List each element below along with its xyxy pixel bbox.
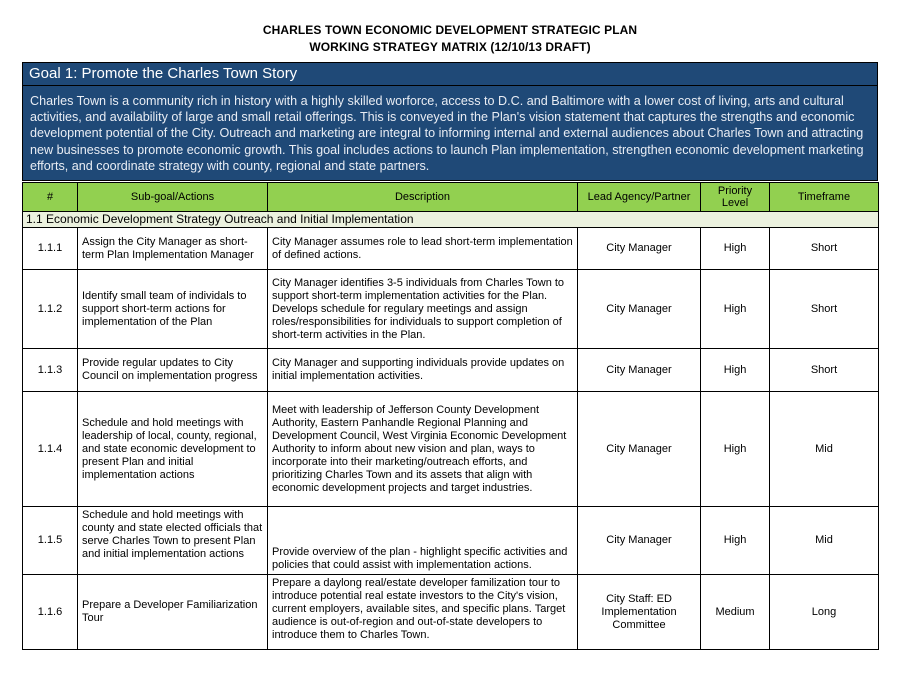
table-header-row xyxy=(23,183,879,212)
document-title-line1: CHARLES TOWN ECONOMIC DEVELOPMENT STRATEGIC PLAN xyxy=(262,23,638,37)
description-cell: City Manager and supporting individuals provide updates on initial implementation activities. xyxy=(268,349,578,392)
row-id-cell: 1.1.4 xyxy=(23,392,78,507)
lead-agency-cell: City Manager xyxy=(578,349,701,392)
timeframe-cell: Short xyxy=(770,270,879,349)
column-header-lead-agency: Lead Agency/Partner xyxy=(578,183,701,212)
timeframe-cell: Mid xyxy=(770,392,879,507)
row-id-cell: 1.1.3 xyxy=(23,349,78,392)
subgoal-cell: Prepare a Developer Familiarization Tour xyxy=(78,575,268,650)
goal-description: Charles Town is a community rich in history with a highly skilled worforce, access to D.C. and Baltimore with a lower cost of living, arts and cultural activities, and availability of large and small retail offerings. This is conveyed in the Plan's vision statement that captures the strengths and economic development potential of the City. Outreach and marketing are integral to informing internal and external audiences about Charles Town and attracting new businesses to promote economic growth. This goal includes actions to launch Plan implementation, strengthen economic development marketing efforts, and coordinate strategy with county, regional and state partners. xyxy=(22,85,878,181)
priority-cell: High xyxy=(701,507,770,575)
subgoal-cell: Identify small team of individals to support short-term actions for implementation of the Plan xyxy=(78,270,268,349)
priority-cell: High xyxy=(701,392,770,507)
subgoal-cell: Provide regular updates to City Council on implementation progress xyxy=(78,349,268,392)
priority-cell: High xyxy=(701,349,770,392)
table-row xyxy=(23,507,879,575)
timeframe-cell: Short xyxy=(770,349,879,392)
subgoal-cell: Assign the City Manager as short-term Plan Implementation Manager xyxy=(78,228,268,270)
column-header-subgoal: Sub-goal/Actions xyxy=(78,183,268,212)
section-row xyxy=(23,212,879,228)
lead-agency-cell: City Manager xyxy=(578,392,701,507)
column-header-priority: Priority Level xyxy=(701,183,770,212)
document-title-line2: WORKING STRATEGY MATRIX (12/10/13 DRAFT) xyxy=(309,40,591,54)
strategy-matrix xyxy=(22,62,878,650)
table-row xyxy=(23,349,879,392)
row-id-cell: 1.1.1 xyxy=(23,228,78,270)
description-cell: Provide overview of the plan - highlight specific activities and policies that could assist with implementation actions. xyxy=(268,507,578,575)
goal-heading: Goal 1: Promote the Charles Town Story xyxy=(22,62,878,85)
lead-agency-cell: City Manager xyxy=(578,228,701,270)
table-row xyxy=(23,228,879,270)
description-cell: City Manager assumes role to lead short-term implementation of defined actions. xyxy=(268,228,578,270)
description-cell: Meet with leadership of Jefferson County Development Authority, Eastern Panhandle Regional Planning and Development Council, West Virginia Economic Development Authority to inform about new vision and plan, ways to incorporate into their marketing/outreach efforts, and prioritizing Charles Town and its assets that align with economic development projects and target industries. xyxy=(268,392,578,507)
column-header-number: # xyxy=(23,183,78,212)
lead-agency-cell: City Manager xyxy=(578,507,701,575)
subgoal-cell: Schedule and hold meetings with leadership of local, county, regional, and state economic development to present Plan and initial implementation actions xyxy=(78,392,268,507)
priority-cell: Medium xyxy=(701,575,770,650)
column-header-timeframe: Timeframe xyxy=(770,183,879,212)
section-label: 1.1 Economic Development Strategy Outreach and Initial Implementation xyxy=(23,212,879,228)
timeframe-cell: Short xyxy=(770,228,879,270)
column-header-description: Description xyxy=(268,183,578,212)
timeframe-cell: Mid xyxy=(770,507,879,575)
priority-cell: High xyxy=(701,270,770,349)
row-id-cell: 1.1.5 xyxy=(23,507,78,575)
row-id-cell: 1.1.6 xyxy=(23,575,78,650)
priority-cell: High xyxy=(701,228,770,270)
document-title xyxy=(0,0,900,56)
table-row xyxy=(23,575,879,650)
strategy-table xyxy=(22,182,879,650)
lead-agency-cell: City Manager xyxy=(578,270,701,349)
row-id-cell: 1.1.2 xyxy=(23,270,78,349)
description-cell: City Manager identifies 3-5 individuals from Charles Town to support short-term implementation activities for the Plan. Develops schedule for regulary meetings and assign roles/responsibilities for individuals to support completion of short-term activities in the Plan. xyxy=(268,270,578,349)
subgoal-cell: Schedule and hold meetings with county and state elected officials that serve Charles Town to present Plan and initial implementation actions xyxy=(78,507,268,575)
table-row xyxy=(23,270,879,349)
lead-agency-cell: City Staff: ED Implementation Committee xyxy=(578,575,701,650)
timeframe-cell: Long xyxy=(770,575,879,650)
table-row xyxy=(23,392,879,507)
description-cell: Prepare a daylong real/estate developer familization tour to introduce potential real estate investors to the City's vision, current employers, available sites, and specific plans. Target audience is out-of-region and out-of-state developers to introduce them to Charles Town. xyxy=(268,575,578,650)
